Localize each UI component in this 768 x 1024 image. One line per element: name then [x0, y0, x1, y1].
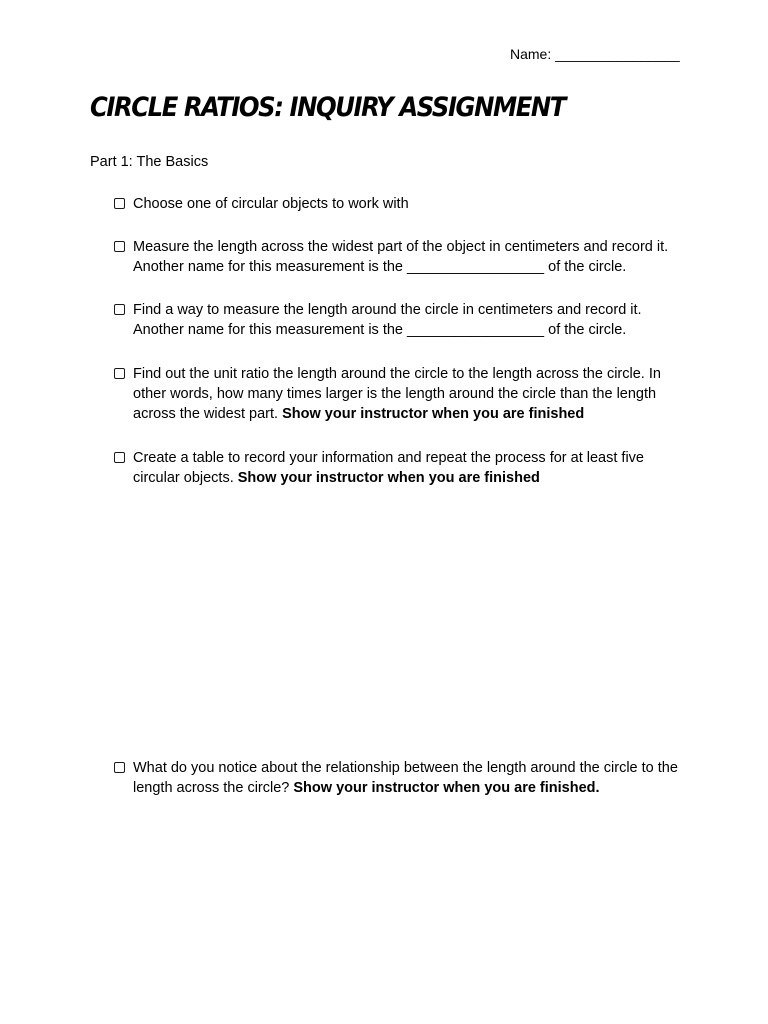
task-instruction: Find a way to measure the length around the circle in centimeters and record it. Another name for this measurement is the _________________ of the circle.	[133, 302, 642, 339]
checkbox-task-1[interactable]	[114, 198, 125, 209]
checkbox-task-5[interactable]	[114, 452, 125, 463]
task-instruction: Measure the length across the widest part of the object in centimeters and record it. Another name for this measurement is the _________________ of the circle.	[133, 239, 669, 276]
task-create-table	[114, 448, 684, 488]
task-text	[133, 364, 678, 425]
checkbox-task-4[interactable]	[114, 368, 125, 379]
task-measure-diameter	[114, 237, 684, 277]
task-unit-ratio	[114, 364, 684, 425]
task-text	[133, 300, 678, 340]
page-title: CIRCLE RATIOS: INQUIRY ASSIGNMENT	[90, 92, 565, 123]
checkbox-task-2[interactable]	[114, 241, 125, 252]
task-text	[133, 194, 678, 214]
task-instruction: Find out the unit ratio the length around the circle to the length across the circle. In other words, how many times larger is the length around the circle than the length across the widest part.	[133, 366, 661, 423]
task-text	[133, 237, 678, 277]
task-emphasis: Show your instructor when you are finished	[237, 470, 540, 487]
name-field-label: Name: ________________	[510, 46, 680, 62]
task-instruction: Create a table to record your information and repeat the process for at least five circular objects.	[133, 450, 644, 487]
section-heading-part-1: Part 1: The Basics	[90, 154, 209, 170]
checkbox-task-6[interactable]	[114, 762, 125, 773]
task-notice-relationship	[114, 758, 684, 798]
task-instruction: Choose one of circular objects to work with	[133, 196, 409, 212]
task-measure-circumference	[114, 300, 684, 340]
task-text	[133, 758, 678, 798]
checkbox-task-3[interactable]	[114, 304, 125, 315]
task-instruction: What do you notice about the relationship between the length around the circle to the length across the circle?	[133, 760, 678, 797]
task-text	[133, 448, 678, 488]
task-emphasis: Show your instructor when you are finished.	[293, 780, 600, 797]
task-choose-object	[114, 194, 684, 214]
task-emphasis: Show your instructor when you are finished	[282, 406, 585, 423]
